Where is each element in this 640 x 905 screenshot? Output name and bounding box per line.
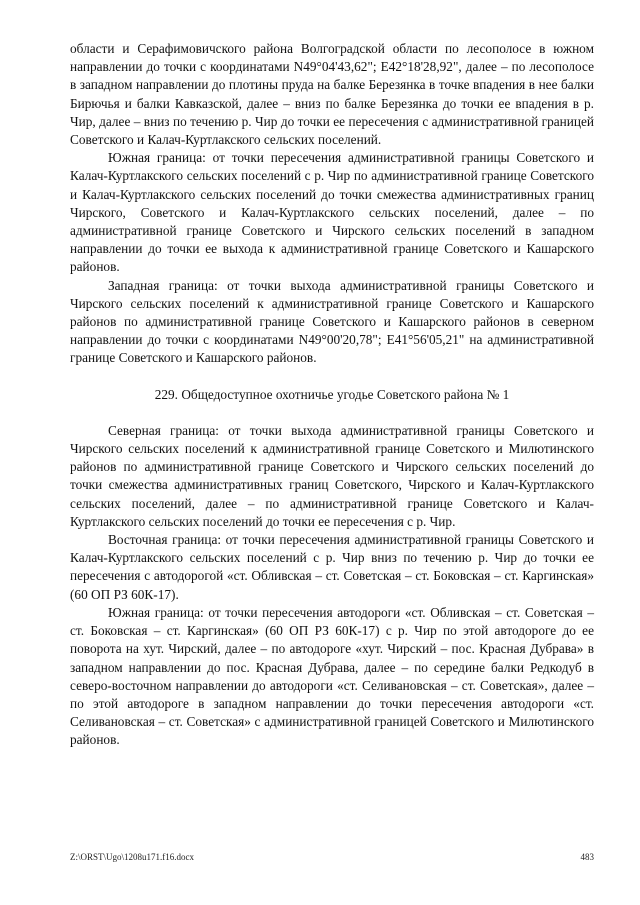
- paragraph-south-boundary: Южная граница: от точки пересечения административной границы Советского и Калач-Куртлакского сельских поселений с р. Чир по административной границе Советского и Калач-Куртлакского сельских поселений до точки смежества административных границ Чирского, Советского и Калач-Куртлакского сельских поселений, далее – по административной границе Советского и Чирского сельских поселений в западном направлении до точки ее выхода к административной границе Советского и Кашарского районов.: [70, 150, 594, 275]
- paragraph-south-boundary-229: Южная граница: от точки пересечения автодороги «ст. Обливская – ст. Советская – ст. Боковская – ст. Каргинская» (60 ОП РЗ 60К-17) с р. Чир по этой автодороге до ее поворота на хут. Чирский, далее – по автодороге «хут. Чирский – пос. Красная Дубрава» в западном направлении до пос. Красная Дубрава, далее – по середине балки Редкодуб в северо-восточном направлении до автодороги «ст. Селивановская – ст. Советская», далее – по этой автодороге в западном направлении до точки пересечения автодороги «ст. Селивановская – ст. Советская» с административной границей Советского и Милютинского районов.: [70, 604, 594, 748]
- section-heading: 229. Общедоступное охотничье угодье Советского района № 1: [154, 386, 510, 402]
- paragraph-continuation: области и Серафимовичского района Волгоградской области по лесополосе в южном направлении до точки с координатами N49°04'43,62"; E42°18'28,92", далее – по лесополосе в западном направлении до плотины пруда на балке Березянка в точке впадения в нее балки Бирючья и балки Кавказской, далее – вниз по балке Березянка до точки ее впадения в р. Чир, далее – вниз по течению р. Чир до точки ее пересечения с административной границей Советского и Калач-Куртлакского сельских поселений.: [70, 41, 594, 148]
- document-body: [70, 40, 594, 750]
- footer-page-number: 483: [580, 852, 594, 862]
- paragraph-north-boundary: Северная граница: от точки выхода административной границы Советского и Чирского сельских поселений к административной границе Советского и Милютинского районов по административной границе Советского и Чирского сельских поселений до точки смежества административных границ Советского, Чирского и Калач-Куртлакского сельских поселений, далее – по административной границе Советского и Калач-Куртлакского сельских поселений до точки ее пересечения с р. Чир.: [70, 422, 594, 529]
- footer-file-path: Z:\ORST\Ugo\1208u171.f16.docx: [70, 852, 194, 862]
- paragraph-west-boundary: Западная граница: от точки выхода административной границы Советского и Чирского сельских поселений к административной границе Советского и Кашарского районов по административной границе Советского и Кашарского районов в северном направлении до точки с координатами N49°00'20,78"; E41°56'05,21" на административной границе Советского и Кашарского районов.: [70, 277, 594, 366]
- paragraph-east-boundary: Восточная граница: от точки пересечения административной границы Советского и Калач-Куртлакского сельских поселений с р. Чир вниз по течению р. Чир до точки ее пересечения с автодорогой «ст. Обливская – ст. Советская – ст. Боковская – ст. Каргинская» (60 ОП РЗ 60К-17).: [70, 532, 594, 602]
